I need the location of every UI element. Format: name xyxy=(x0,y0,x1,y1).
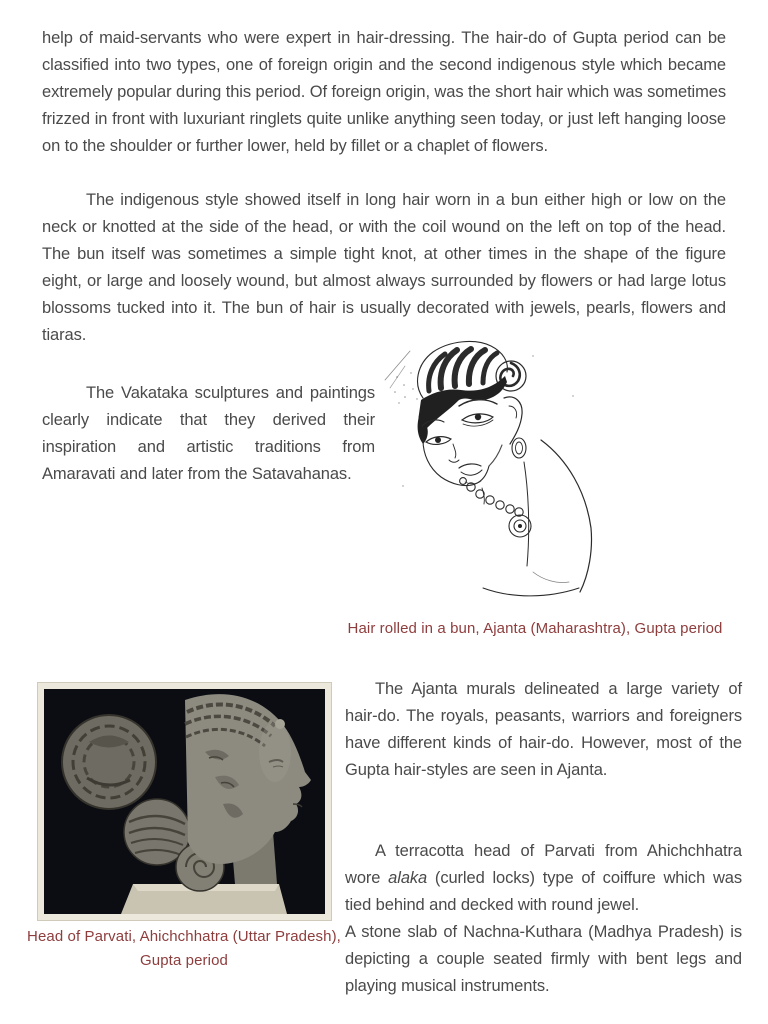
parvati-photo-illustration xyxy=(37,682,332,921)
photo-caption-line-1: Head of Parvati, Ahichchhatra (Uttar Pradesh), xyxy=(27,928,341,945)
sketch-caption: Hair rolled in a bun, Ajanta (Maharashtra), Gupta period xyxy=(347,620,723,637)
right-column-paragraph-1: The Ajanta murals delineated a large variety of hair-do. The royals, peasants, warriors and foreigners have different kinds of hair-do. However, most of the Gupta hair-styles are seen in Ajanta. xyxy=(345,680,742,779)
photo-caption-line-2: Gupta period xyxy=(140,952,228,969)
photo-caption xyxy=(25,925,343,973)
bun-sketch-illustration xyxy=(383,336,601,600)
right-column-paragraph-3: A stone slab of Nachna-Kuthara (Madhya Pradesh) is depicting a couple seated firmly with bent legs and playing musical instruments. xyxy=(345,923,742,995)
paragraph-2-text-continued: (curled locks) type of coiffure which was tied behind and decked with round jewel. xyxy=(345,869,742,914)
paragraph-3: The Vakataka sculptures and paintings clearly indicate that they derived their inspiration and artistic traditions from Amaravati and later from the Satavahanas. xyxy=(42,384,375,483)
right-column-paragraph-2 xyxy=(345,838,742,1000)
italic-term-alaka: alaka xyxy=(388,869,428,887)
sketch-figure xyxy=(383,336,601,600)
paragraph-2: The indigenous style showed itself in long hair worn in a bun either high or low on the neck or knotted at the side of the head, or with the coil wound on the left on top of the head. The bun itself was sometimes a simple tight knot, at other times in the shape of the figure eight, or large and loosely wound, but almost always surrounded by flowers or had large lotus blossoms tucked into it. The bun of hair is usually decorated with jewels, pearls, flowers and tiaras. xyxy=(42,191,726,344)
paragraph-1: help of maid-servants who were expert in hair-dressing. The hair-do of Gupta period can be classified into two types, one of foreign origin and the second indigenous style which became extremely popular during this period. Of foreign origin, was the short hair which was sometimes frizzed in front with luxuriant ringlets quite unlike anything seen today, or just left hanging loose on to the shoulder or further lower, held by fillet or a chaplet of flowers. xyxy=(42,29,726,155)
paragraph-2-text: A terracotta head of Parvati from Ahichchhatra wore xyxy=(345,842,742,887)
photo-figure xyxy=(37,682,332,921)
